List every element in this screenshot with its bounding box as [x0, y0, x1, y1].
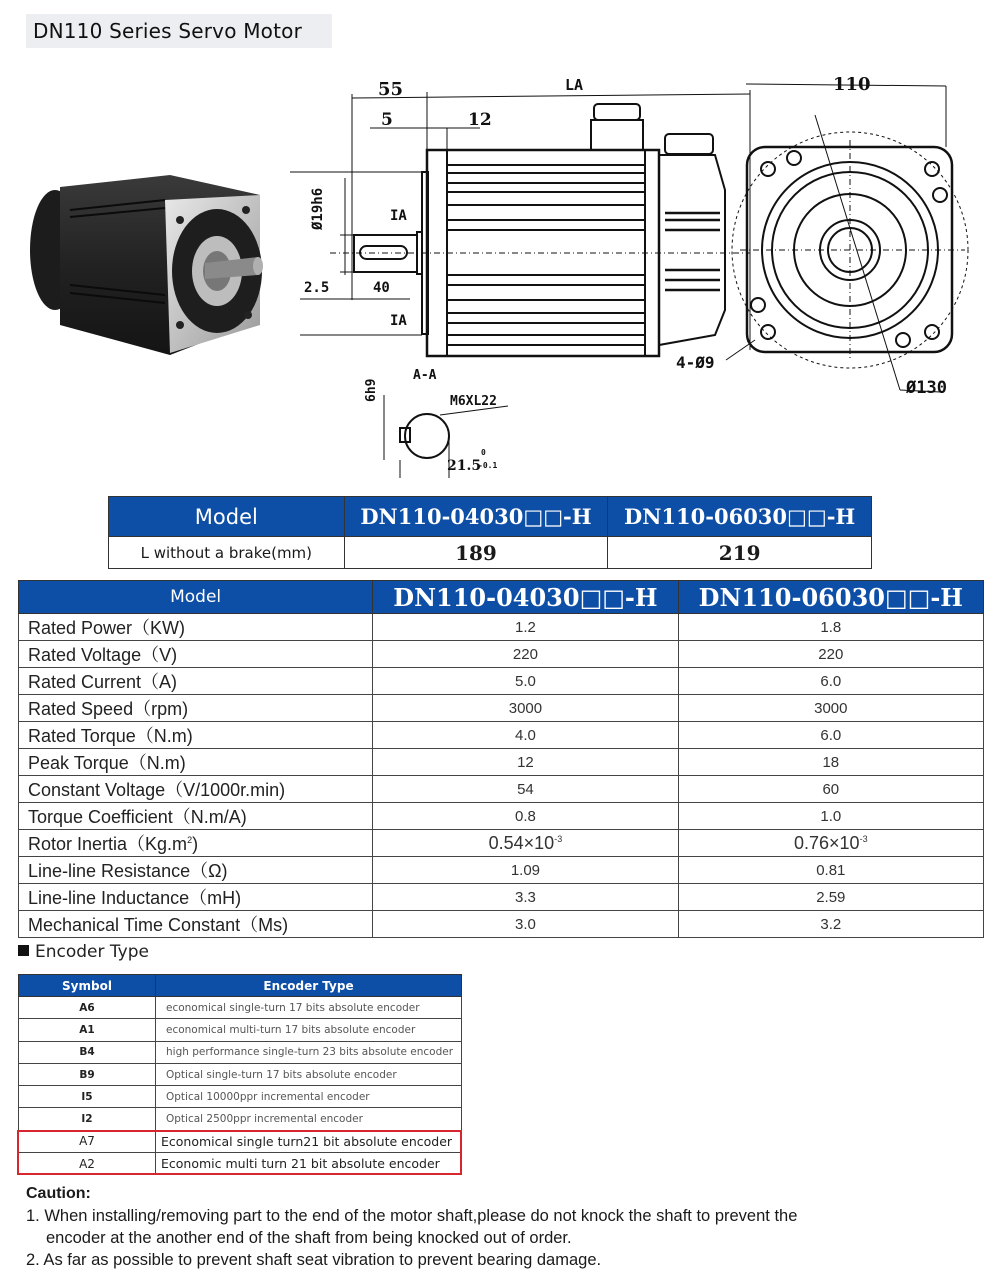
section-mark-top: IA — [390, 208, 407, 224]
spec-value: 12 — [373, 749, 678, 776]
encoder-type: high performance single-turn 23 bits absolute encoder — [156, 1041, 462, 1063]
dim-pcd: Ø130 — [906, 378, 947, 398]
motor-product-photo — [20, 175, 270, 355]
spec-value: 18 — [678, 749, 983, 776]
encoder-symbol: B9 — [19, 1063, 156, 1085]
size-row-label: L without a brake(mm) — [109, 537, 345, 569]
caution-notes — [26, 1183, 926, 1271]
spec-value: 1.09 — [373, 857, 678, 884]
spec-label: Rated Torque（N.m) — [19, 722, 373, 749]
caution-item-2: 2. As far as possible to prevent shaft seat vibration to prevent bearing damage. — [26, 1251, 602, 1269]
caution-heading: Caution: — [26, 1185, 91, 1202]
spec-table-header — [19, 581, 984, 614]
spec-value: 1.8 — [678, 614, 983, 641]
encoder-type: Economic multi turn 21 bit absolute encoder — [156, 1153, 462, 1175]
dim-offset-12: 12 — [468, 110, 492, 130]
spec-table — [18, 580, 984, 938]
table-row-highlighted — [19, 1130, 462, 1152]
spec-label: Mechanical Time Constant（Ms) — [19, 911, 373, 938]
table-row — [19, 668, 984, 695]
table-row — [19, 884, 984, 911]
table-row — [19, 1041, 462, 1063]
encoder-type: Optical 10000ppr incremental encoder — [156, 1086, 462, 1108]
dim-flange-width: 110 — [833, 74, 871, 95]
encoder-col-type: Encoder Type — [156, 975, 462, 997]
dim-key-tol-upper: 0 — [481, 448, 486, 457]
spec-value: 3.0 — [373, 911, 678, 938]
encoder-table-header — [19, 975, 462, 997]
size-row-value: 219 — [608, 537, 872, 569]
size-header-model-1: DN110-04030□□-H — [344, 497, 608, 537]
page-title: DN110 Series Servo Motor — [33, 19, 302, 43]
spec-value: 220 — [373, 641, 678, 668]
table-row — [19, 776, 984, 803]
spec-value: 220 — [678, 641, 983, 668]
size-header-label: Model — [109, 497, 345, 537]
dim-shaft-diameter: Ø19h6 — [310, 187, 326, 230]
dim-thread: M6XL22 — [450, 394, 497, 409]
encoder-type: Economical single turn21 bit absolute encoder — [156, 1130, 462, 1152]
dimension-drawing — [280, 70, 1000, 480]
encoder-type: Optical 2500ppr incremental encoder — [156, 1108, 462, 1130]
table-row — [19, 1108, 462, 1130]
encoder-symbol: A7 — [19, 1130, 156, 1152]
size-row-value: 189 — [344, 537, 608, 569]
dim-offset-2-5: 2.5 — [304, 280, 330, 296]
dim-mount-holes: 4-Ø9 — [676, 353, 715, 372]
square-bullet-icon — [18, 945, 29, 956]
spec-label: Line-line Resistance（Ω) — [19, 857, 373, 884]
spec-value: 3000 — [373, 695, 678, 722]
spec-value: 0.81 — [678, 857, 983, 884]
spec-label: Rated Power（KW) — [19, 614, 373, 641]
table-row — [109, 537, 872, 569]
table-row — [19, 614, 984, 641]
encoder-table — [18, 974, 462, 1175]
spec-header-model-2: DN110-06030□□-H — [678, 581, 983, 614]
spec-value: 1.2 — [373, 614, 678, 641]
spec-label: Rated Voltage（V) — [19, 641, 373, 668]
spec-value: 3.3 — [373, 884, 678, 911]
dim-la: LA — [565, 76, 584, 94]
dim-offset-5: 5 — [381, 110, 393, 130]
encoder-type: economical multi-turn 17 bits absolute encoder — [156, 1019, 462, 1041]
size-table-header — [109, 497, 872, 537]
table-row — [19, 749, 984, 776]
table-row-highlighted — [19, 1153, 462, 1175]
size-header-model-2: DN110-06030□□-H — [608, 497, 872, 537]
encoder-symbol: I5 — [19, 1086, 156, 1108]
section-label: A-A — [413, 368, 437, 383]
spec-header-model-1: DN110-04030□□-H — [373, 581, 678, 614]
encoder-type: Optical single-turn 17 bits absolute encoder — [156, 1063, 462, 1085]
encoder-symbol: I2 — [19, 1108, 156, 1130]
table-row — [19, 1086, 462, 1108]
table-row — [19, 1063, 462, 1085]
table-row — [19, 695, 984, 722]
spec-value: 54 — [373, 776, 678, 803]
dim-key-width: 6h9 — [364, 378, 379, 402]
encoder-type: economical single-turn 17 bits absolute encoder — [156, 997, 462, 1019]
spec-label: Torque Coefficient（N.m/A) — [19, 803, 373, 830]
spec-value: 6.0 — [678, 722, 983, 749]
encoder-symbol: A1 — [19, 1019, 156, 1041]
dim-key-tol-lower: -0.1 — [478, 461, 498, 470]
spec-value: 3000 — [678, 695, 983, 722]
encoder-heading: Encoder Type — [18, 942, 149, 962]
spec-label: Rated Current（A) — [19, 668, 373, 695]
table-row — [19, 803, 984, 830]
spec-value: 6.0 — [678, 668, 983, 695]
size-table — [108, 496, 872, 569]
table-row — [19, 830, 984, 857]
spec-label: Peak Torque（N.m) — [19, 749, 373, 776]
dim-key-depth: 21.5 — [447, 458, 482, 474]
spec-label: Line-line Inductance（mH) — [19, 884, 373, 911]
table-row — [19, 1019, 462, 1041]
encoder-symbol: B4 — [19, 1041, 156, 1063]
spec-value: $0.76\times 10^{-3}$ — [678, 830, 983, 857]
spec-value: 5.0 — [373, 668, 678, 695]
table-row — [19, 857, 984, 884]
encoder-col-symbol: Symbol — [19, 975, 156, 997]
spec-value: 4.0 — [373, 722, 678, 749]
spec-value: 3.2 — [678, 911, 983, 938]
table-row — [19, 641, 984, 668]
spec-value: 60 — [678, 776, 983, 803]
table-row — [19, 997, 462, 1019]
spec-label: Constant Voltage（V/1000r.min) — [19, 776, 373, 803]
caution-item-1: 1. When installing/removing part to the end of the motor shaft,please do not knock the shaft to prevent the — [26, 1207, 798, 1225]
spec-header-label: Model — [19, 581, 373, 614]
caution-item-1-cont: encoder at the another end of the shaft from being knocked out of order. — [46, 1229, 572, 1247]
table-row — [19, 722, 984, 749]
encoder-symbol: A2 — [19, 1153, 156, 1175]
spec-label: Rated Speed（rpm) — [19, 695, 373, 722]
spec-value: 2.59 — [678, 884, 983, 911]
encoder-symbol: A6 — [19, 997, 156, 1019]
table-row — [19, 911, 984, 938]
spec-value: 1.0 — [678, 803, 983, 830]
page-title-box — [26, 14, 332, 48]
dim-key-length: 40 — [373, 280, 390, 296]
spec-label: Rotor $Inertia(Kg.m^2)$ — [19, 830, 373, 857]
section-mark-bottom: IA — [390, 313, 407, 329]
spec-value: $0.54\times 10^{-3}$ — [373, 830, 678, 857]
dim-shaft-length: 55 — [378, 79, 404, 100]
spec-value: 0.8 — [373, 803, 678, 830]
